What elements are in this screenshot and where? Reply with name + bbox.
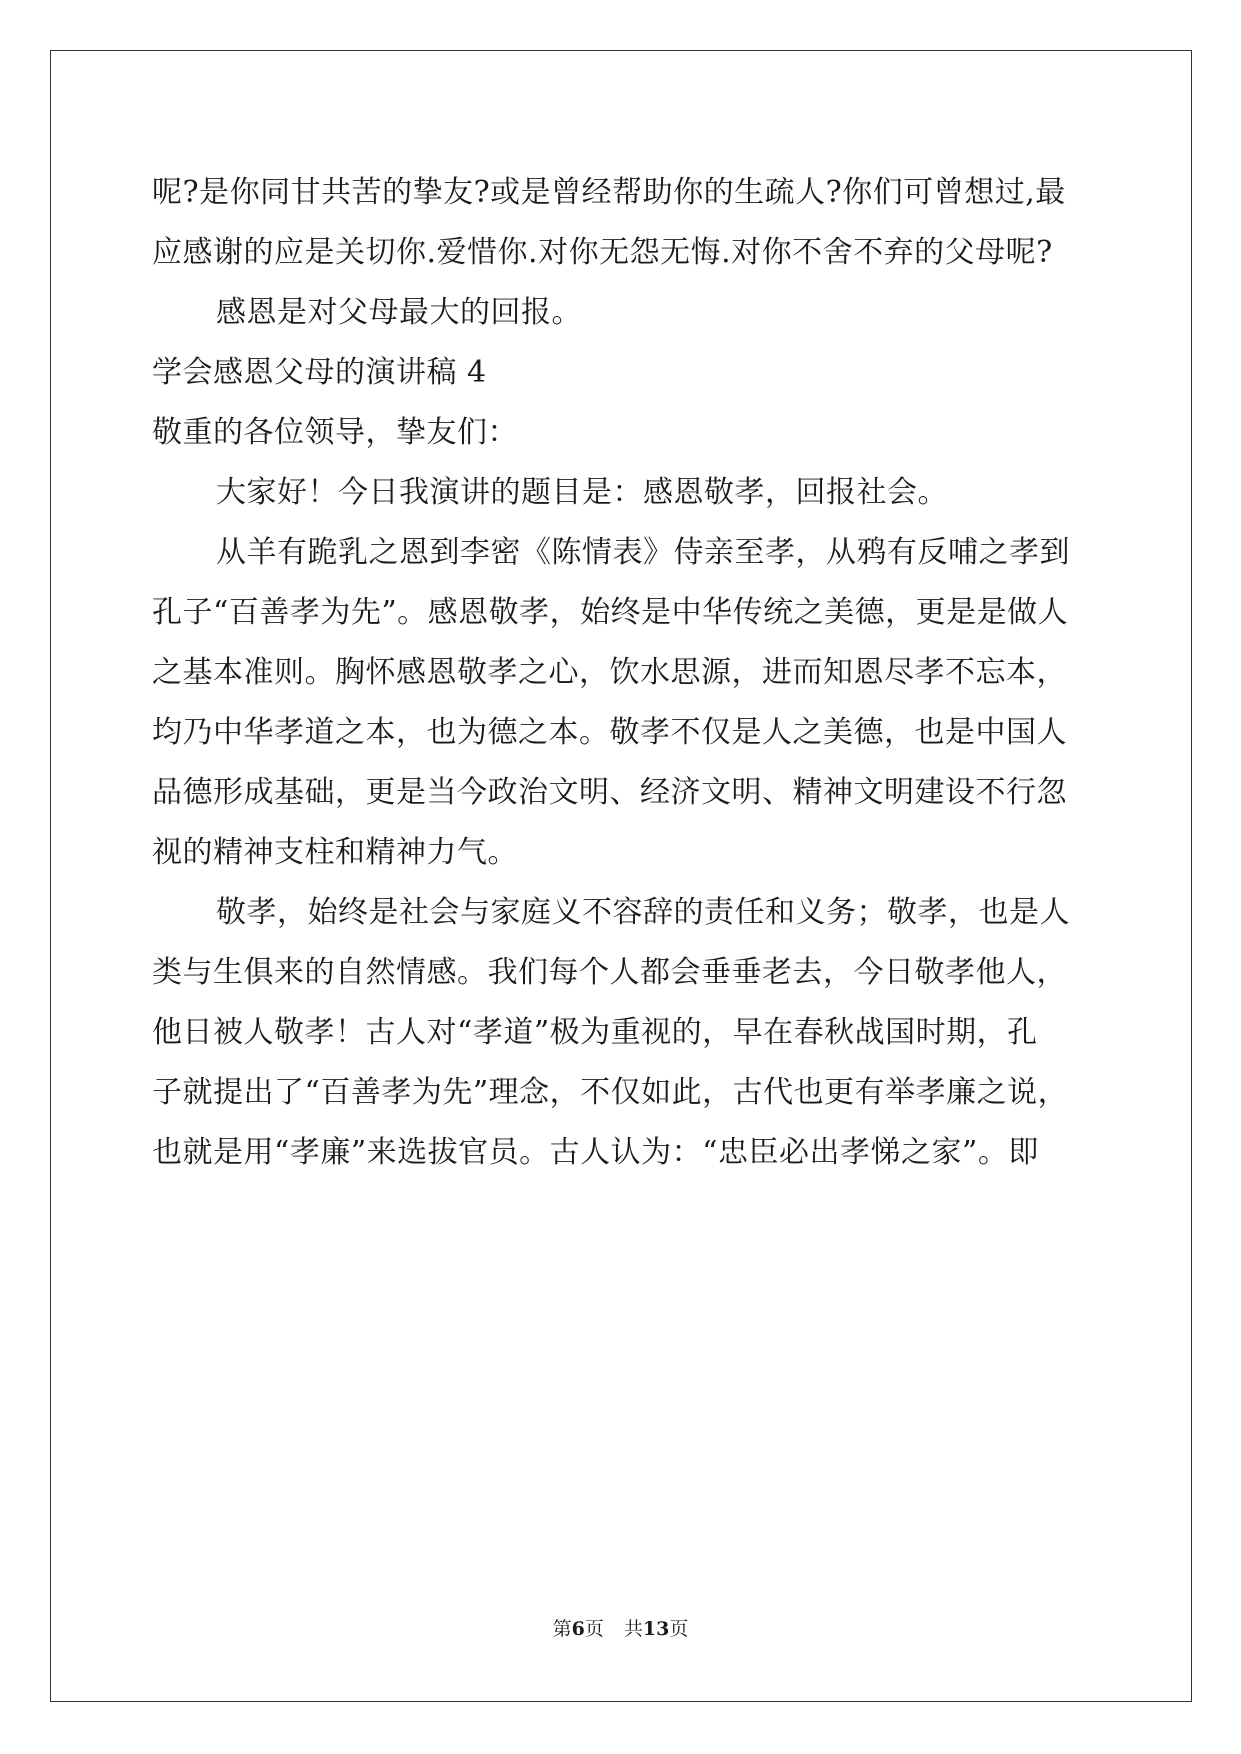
text-line: 感恩是对父母最大的回报。: [216, 295, 582, 330]
section-heading: 学会感恩父母的演讲稿 4: [152, 355, 487, 390]
page-footer: [0, 1617, 1241, 1641]
document-body: [152, 163, 1112, 1183]
text-line: 大家好！今日我演讲的题目是：感恩敬孝，回报社会。: [216, 475, 948, 510]
page-number: 6: [571, 1618, 585, 1640]
text-line: 呢?是你同甘共苦的挚友?或是曾经帮助你的生疏人?你们可曾想过,最: [152, 175, 1066, 210]
page-prefix: 第: [552, 1618, 572, 1640]
text-line: 之基本准则。胸怀感恩敬孝之心，饮水思源，进而知恩尽孝不忘本，: [152, 655, 1067, 690]
text-line: 子就提出了“百善孝为先”理念，不仅如此，古代也更有举孝廉之说，: [152, 1075, 1069, 1110]
text-line: 视的精神支柱和精神力气。: [152, 835, 518, 870]
total-suffix: 页: [669, 1618, 689, 1640]
text-line: 也就是用“孝廉”来选拔官员。古人认为：“忠臣必出孝悌之家”。即: [152, 1135, 1039, 1170]
text-line: 应感谢的应是关切你.爱惜你.对你无怨无悔.对你不舍不弃的父母呢?: [152, 235, 1053, 270]
text-line: 孔子“百善孝为先”。感恩敬孝，始终是中华传统之美德，更是是做人: [152, 595, 1069, 630]
text-line: 从羊有跪乳之恩到李密《陈情表》侍亲至孝，从鸦有反哺之孝到: [216, 535, 1070, 570]
salutation: 敬重的各位领导，挚友们：: [152, 415, 518, 450]
text-line: 均乃中华孝道之本，也为德之本。敬孝不仅是人之美德，也是中国人: [152, 715, 1067, 750]
total-prefix: 共: [623, 1618, 643, 1640]
text-line: 敬孝，始终是社会与家庭义不容辞的责任和义务；敬孝，也是人: [216, 895, 1070, 930]
text-line: 类与生俱来的自然情感。我们每个人都会垂垂老去，今日敬孝他人，: [152, 955, 1067, 990]
text-line: 品德形成基础，更是当今政治文明、经济文明、精神文明建设不行忽: [152, 775, 1067, 810]
page-suffix: 页: [584, 1618, 604, 1640]
total-pages: 13: [642, 1618, 670, 1640]
text-line: 他日被人敬孝！古人对“孝道”极为重视的，早在春秋战国时期，孔: [152, 1015, 1038, 1050]
